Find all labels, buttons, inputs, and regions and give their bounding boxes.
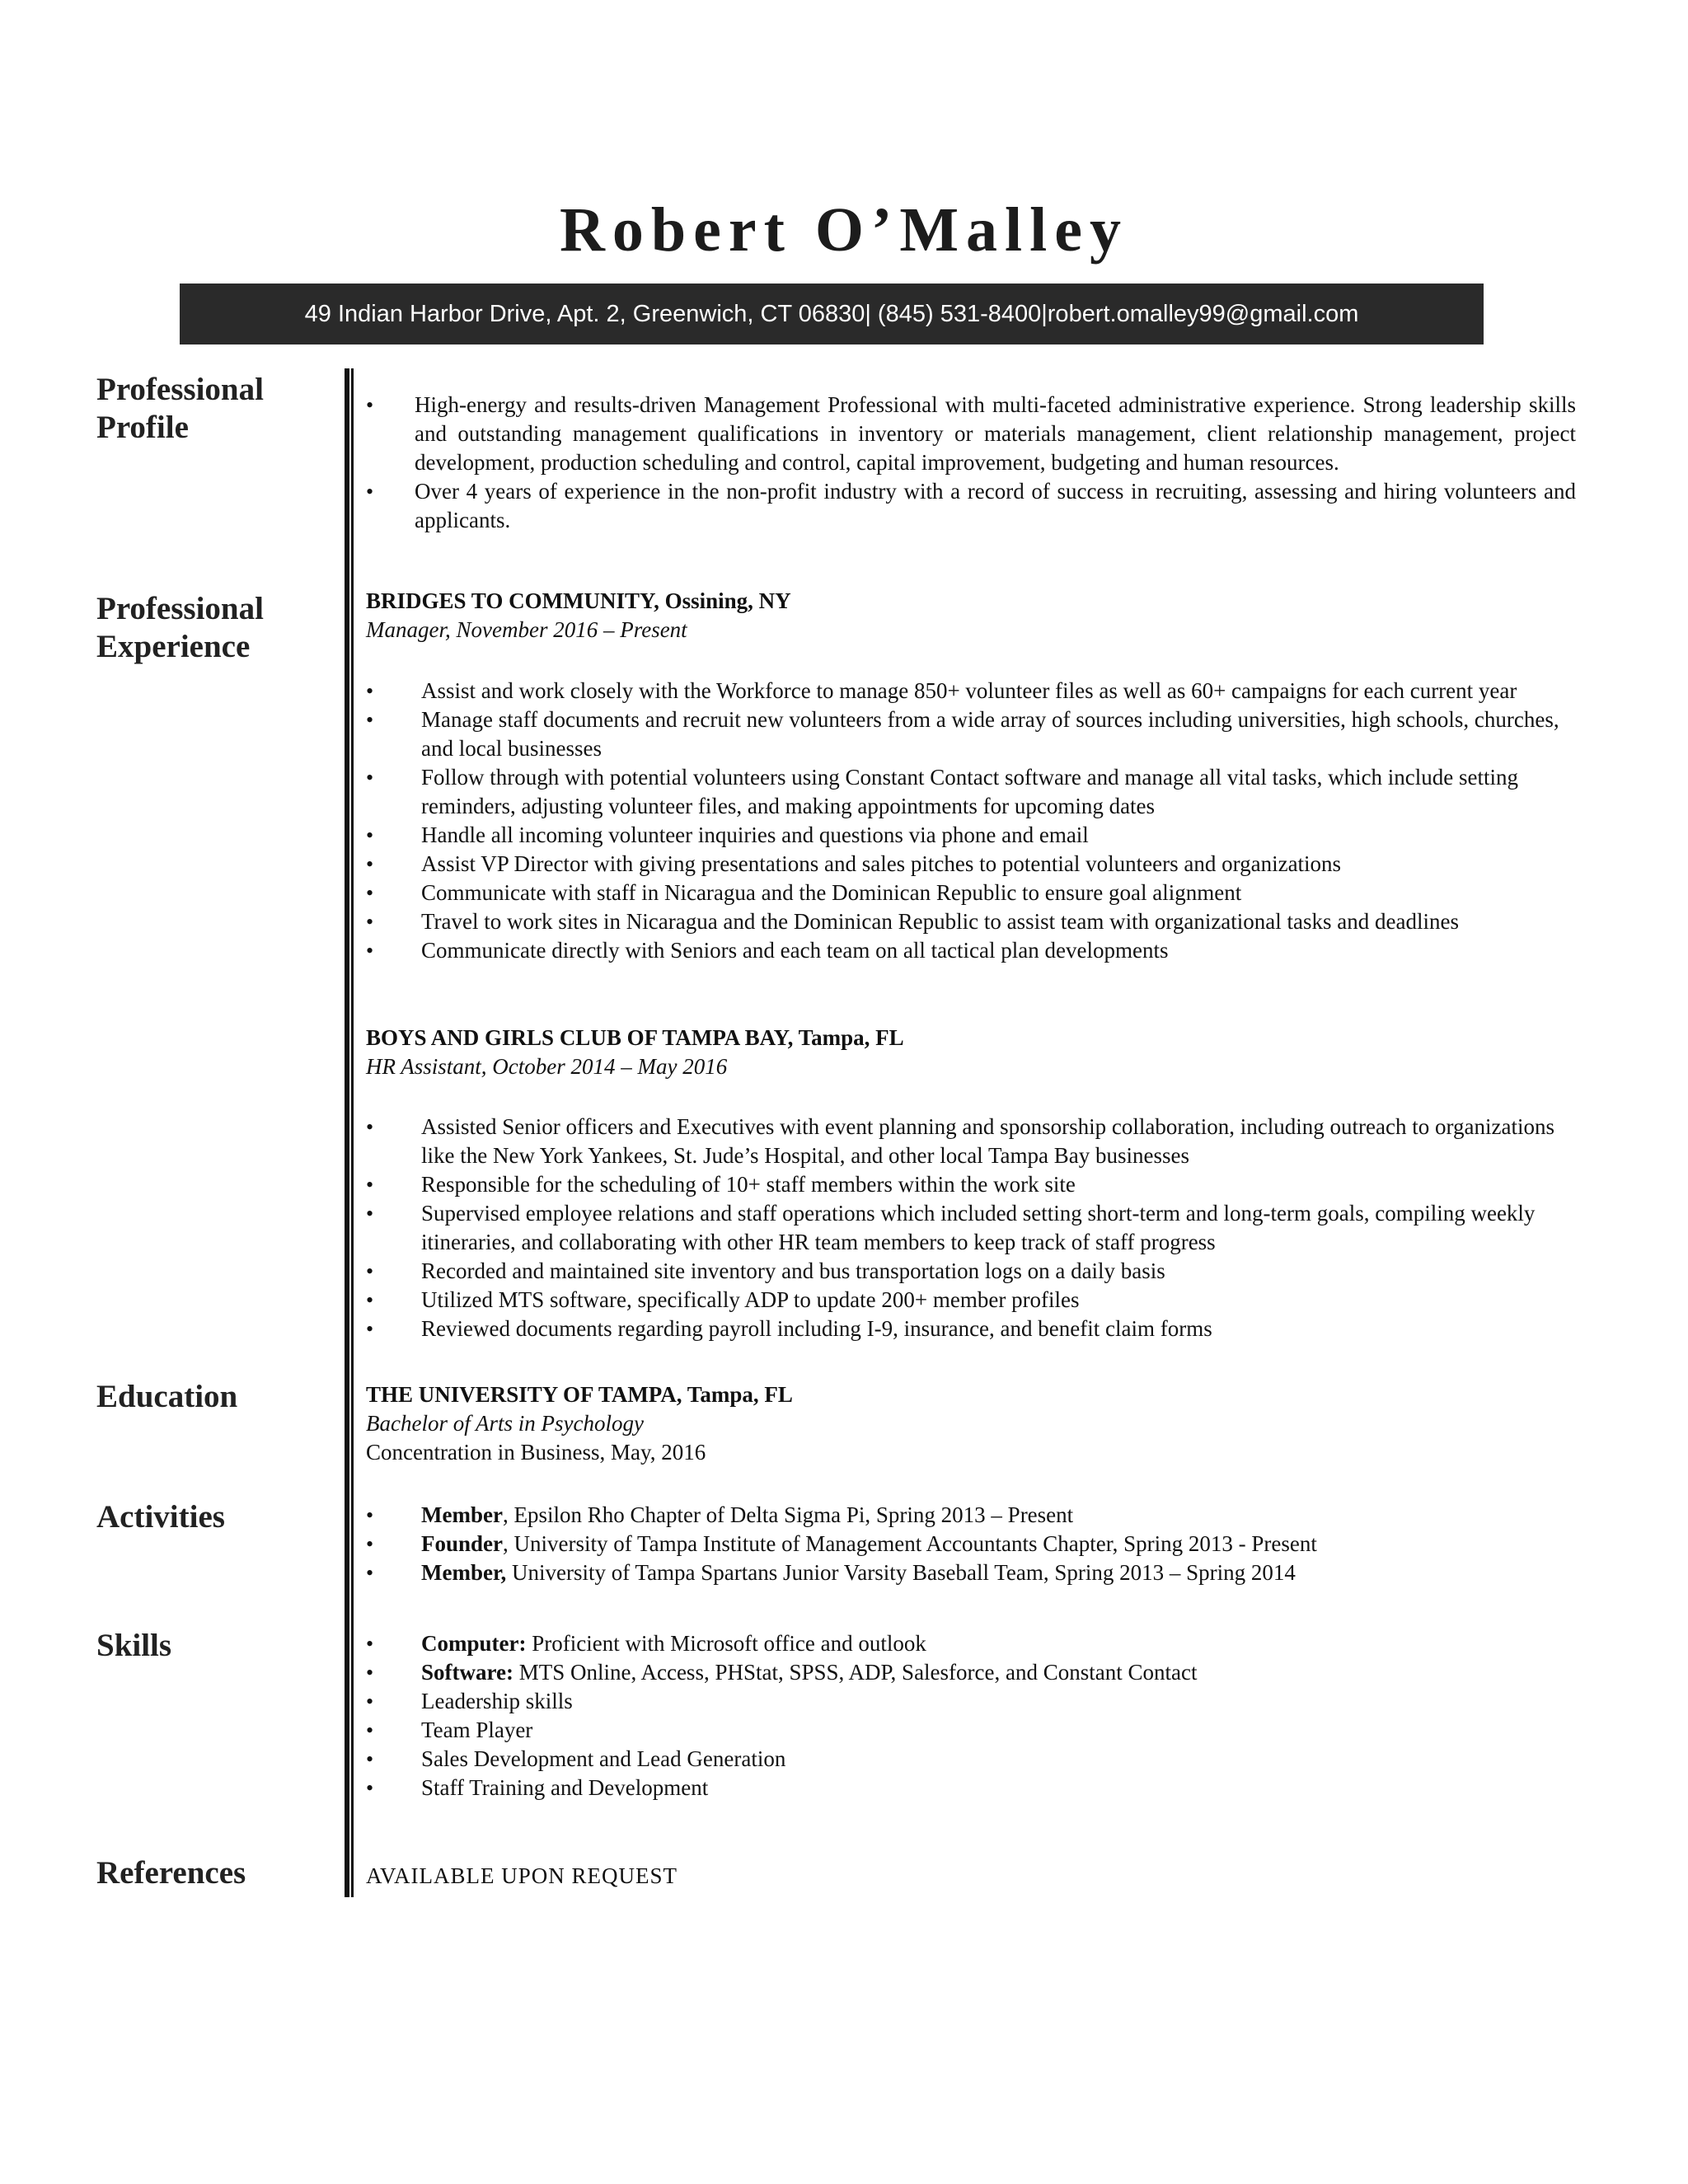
activity-item (366, 1530, 1576, 1558)
job-bullet: • Responsible for the scheduling of 10+ staff members within the work site (366, 1170, 1576, 1199)
job-role: HR Assistant, October 2014 – May 2016 (366, 1054, 728, 1079)
skill-text: Leadership skills (421, 1689, 573, 1713)
job-bullet: • Reviewed documents regarding payroll including I-9, insurance, and benefit claim forms (366, 1315, 1576, 1343)
contact-bar: 49 Indian Harbor Drive, Apt. 2, Greenwich, CT 06830| (845) 531-8400|robert.omalley99@gmail.com (180, 284, 1484, 344)
activity-label: Member (421, 1502, 503, 1527)
job-role: Manager, November 2016 – Present (366, 617, 687, 642)
job-bullet: • Assisted Senior officers and Executives with event planning and sponsorship collaboration, including outreach to organizations like the New York Yankees, St. Jude’s Hospital, and other local Tampa Bay businesses (366, 1113, 1576, 1170)
job-bridges (366, 587, 1576, 644)
job-bullet: • Supervised employee relations and staff operations which included setting short-term and long-term goals, compiling weekly itineraries, and collaborating with other HR team members to keep track of staff progress (366, 1199, 1576, 1257)
job-bullet: • Communicate with staff in Nicaragua and the Dominican Republic to ensure goal alignment (366, 879, 1576, 907)
skill-item (366, 1745, 1576, 1774)
job-boys-girls-club (366, 1024, 1576, 1081)
profile-bullet: • High-energy and results-driven Management Professional with multi-faceted administrative experience. Strong leadership skills and outstanding management qualifications in inventory or materials management, client relationship management, project development, production scheduling and control, capital improvement, budgeting and human resources. (366, 391, 1576, 477)
activity-item (366, 1558, 1576, 1587)
skill-text: Team Player (421, 1718, 533, 1742)
candidate-name: Robert O’Malley (559, 195, 1129, 265)
skill-item (366, 1716, 1576, 1745)
job-bullet: • Communicate directly with Seniors and each team on all tactical plan developments (366, 936, 1576, 965)
activity-text: , Epsilon Rho Chapter of Delta Sigma Pi, Spring 2013 – Present (502, 1502, 1074, 1527)
skill-item (366, 1774, 1576, 1802)
heading-professional-profile: Professional Profile (96, 372, 264, 445)
section-divider (345, 368, 354, 1897)
skills-section (366, 1629, 1576, 1802)
skill-text: Sales Development and Lead Generation (421, 1746, 786, 1771)
activities-section (366, 1501, 1576, 1587)
skill-label: Computer: (421, 1631, 527, 1656)
activity-item (366, 1501, 1576, 1530)
job-bullet: • Travel to work sites in Nicaragua and the Dominican Republic to assist team with organizational tasks and deadlines (366, 907, 1576, 936)
job-boys-girls-club-duties (366, 1113, 1576, 1343)
skill-label: Software: (421, 1660, 513, 1685)
job-bullet: • Recorded and maintained site inventory and bus transportation logs on a daily basis (366, 1257, 1576, 1286)
job-bridges-duties (366, 677, 1576, 965)
job-bullet: • Assist VP Director with giving presentations and sales pitches to potential volunteers and organizations (366, 850, 1576, 879)
job-bullet: • Handle all incoming volunteer inquiries and questions via phone and email (366, 821, 1576, 850)
references-text: AVAILABLE UPON REQUEST (366, 1863, 678, 1888)
activity-text: University of Tampa Spartans Junior Varsity Baseball Team, Spring 2013 – Spring 2014 (506, 1560, 1296, 1585)
activity-label: Member, (421, 1560, 507, 1585)
education-section (366, 1380, 1576, 1467)
heading-activities: Activities (96, 1499, 225, 1535)
job-organization: BRIDGES TO COMMUNITY, Ossining, NY (366, 588, 791, 613)
heading-professional-experience: Professional Experience (96, 591, 264, 664)
job-organization: BOYS AND GIRLS CLUB OF TAMPA BAY, Tampa, FL (366, 1025, 904, 1050)
job-bullet: • Follow through with potential volunteers using Constant Contact software and manage all vital tasks, which include setting reminders, adjusting volunteer files, and making appointments for upcoming dates (366, 763, 1576, 821)
activity-text: , University of Tampa Institute of Management Accountants Chapter, Spring 2013 - Present (503, 1531, 1317, 1556)
heading-references: References (96, 1855, 246, 1891)
heading-education: Education (96, 1379, 238, 1414)
profile-bullet: • Over 4 years of experience in the non-profit industry with a record of success in recruiting, assessing and hiring volunteers and applicants. (366, 477, 1576, 535)
job-bullet: • Utilized MTS software, specifically ADP to update 200+ member profiles (366, 1286, 1576, 1315)
education-school: THE UNIVERSITY OF TAMPA, Tampa, FL (366, 1382, 793, 1407)
profile-section (366, 391, 1576, 535)
activity-label: Founder (421, 1531, 504, 1556)
skill-text: Proficient with Microsoft office and outlook (526, 1631, 926, 1656)
divider-thin-line (351, 368, 354, 1897)
skill-text: Staff Training and Development (421, 1775, 709, 1800)
divider-thick-line (345, 368, 349, 1897)
job-bullet: • Assist and work closely with the Workforce to manage 850+ volunteer files as well as 60+ campaigns for each current year (366, 677, 1576, 705)
skill-item (366, 1658, 1576, 1687)
heading-skills: Skills (96, 1628, 172, 1663)
skill-text: MTS Online, Access, PHStat, SPSS, ADP, Salesforce, and Constant Contact (513, 1660, 1198, 1685)
education-detail: Concentration in Business, May, 2016 (366, 1440, 706, 1465)
education-degree: Bachelor of Arts in Psychology (366, 1411, 644, 1436)
skill-item (366, 1629, 1576, 1658)
job-bullet: • Manage staff documents and recruit new volunteers from a wide array of sources including universities, high schools, churches, and local businesses (366, 705, 1576, 763)
skill-item (366, 1687, 1576, 1716)
